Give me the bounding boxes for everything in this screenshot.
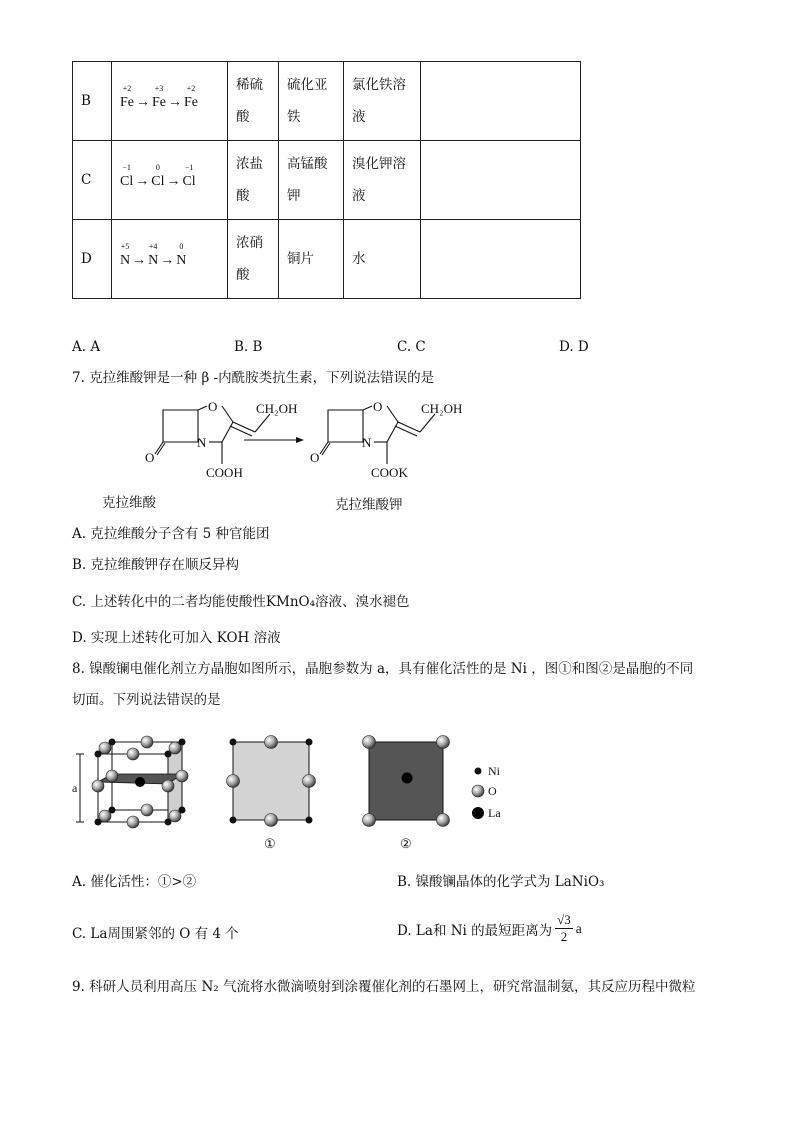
figure-1-label: ① [264, 837, 276, 852]
section-figure-1 [227, 736, 316, 853]
row-label: C [73, 141, 112, 220]
fraction [555, 912, 573, 945]
reagent-3: 氯化铁溶 液 [344, 62, 421, 141]
label-o-carbonyl: O [145, 450, 155, 465]
label-o-ring: O [208, 399, 218, 414]
empty-cell [421, 141, 581, 220]
oxidation-chain: +2 Fe → +3 Fe → +2 Fe [112, 62, 228, 141]
label-ch2oh-right: CH₂OH [421, 401, 463, 416]
q9-stem: 9. 科研人员利用高压 N₂ 气流将水微滴喷射到涂覆催化剂的石墨网上，研究常温制氨，其反应历程中微粒 [72, 979, 696, 995]
reagent-3: 溴化钾溶 液 [344, 141, 421, 220]
row-label: D [73, 220, 112, 299]
legend-ni-label: Ni [488, 764, 500, 778]
empty-cell [421, 62, 581, 141]
table-row [73, 220, 581, 299]
q7-option-b[interactable]: B. 克拉维酸钾存在顺反异构 [72, 557, 240, 573]
right-compound-name: 克拉维酸钾 [335, 497, 403, 513]
fraction-numerator: √3 [557, 912, 571, 927]
q8-option-b[interactable]: B. 镍酸镧晶体的化学式为 LaNiO₃ [397, 874, 605, 890]
unit-cell [72, 736, 188, 828]
reagent-1: 稀硫 酸 [228, 62, 279, 141]
legend-ni-marker [475, 768, 482, 775]
cell-parameter-label: a [72, 781, 78, 795]
q8-option-a[interactable]: A. 催化活性：①>② [72, 874, 197, 890]
oxidation-chain: −1 Cl → 0 Cl → −1 Cl [112, 141, 228, 220]
reagent-2: 硫化亚 铁 [279, 62, 344, 141]
q8-stem-line1: 8. 镍酸镧电催化剂立方晶胞如图所示，晶胞参数为 a，具有催化活性的是 Ni ，图①和图②是晶胞的不同 [72, 661, 694, 677]
q8-option-d-suffix: a [575, 920, 582, 936]
reagent-1: 浓盐 酸 [228, 141, 279, 220]
q6-option-b[interactable]: B. B [234, 339, 263, 355]
q7-option-a[interactable]: A. 克拉维酸分子含有 5 种官能团 [72, 526, 270, 542]
q8-option-d[interactable] [397, 912, 582, 945]
q8-option-c[interactable]: C. La周围紧邻的 O 有 4 个 [72, 926, 239, 942]
q6-option-a[interactable]: A. A [72, 339, 101, 355]
label-cook: COOK [371, 465, 408, 480]
label-cooh: COOH [206, 465, 243, 480]
q7-option-c[interactable]: C. 上述转化中的二者均能使酸性KMnO₄溶液、溴水褪色 [72, 594, 410, 610]
reagent-2: 铜片 [279, 220, 344, 299]
legend-o-label: O [488, 784, 497, 798]
label-ch2oh: CH₂OH [256, 401, 298, 416]
label-o-ring-right: O [373, 399, 383, 414]
oxidation-chain: +5 N → +4 N → 0 N [112, 220, 228, 299]
reagent-3: 水 [344, 220, 421, 299]
reaction-table [72, 61, 581, 299]
fraction-denominator: 2 [560, 929, 568, 944]
q8-stem-line2: 切面。下列说法错误的是 [72, 692, 221, 708]
empty-cell [421, 220, 581, 299]
row-label: B [73, 62, 112, 141]
q7-structures [70, 392, 490, 517]
section-figure-2 [363, 736, 450, 853]
left-compound-name: 克拉维酸 [102, 495, 156, 511]
legend-la-marker [472, 807, 484, 819]
q8-crystal-figures [70, 728, 520, 856]
label-o-carbonyl-right: O [310, 450, 320, 465]
la-atom [135, 777, 145, 787]
q8-option-d-text: D. La和 Ni 的最短距离为 [397, 922, 553, 939]
q7-option-d[interactable]: D. 实现上述转化可加入 KOH 溶液 [72, 630, 281, 646]
legend [472, 764, 501, 820]
figure-2-label: ② [400, 837, 412, 852]
label-n-right: N [362, 435, 372, 450]
reagent-1: 浓硝 酸 [228, 220, 279, 299]
q6-option-d[interactable]: D. D [559, 339, 589, 355]
beta-lactam-ring [163, 410, 198, 442]
legend-o-marker [472, 785, 484, 797]
table-row [73, 62, 581, 141]
bond-c-o [198, 406, 207, 410]
label-n: N [197, 435, 207, 450]
legend-la-label: La [488, 806, 501, 820]
table-row [73, 141, 581, 220]
exocyclic-double-bond [233, 422, 255, 432]
q6-option-c[interactable]: C. C [397, 339, 426, 355]
reagent-2: 高锰酸 钾 [279, 141, 344, 220]
q7-stem: 7. 克拉维酸钾是一种 β -内酰胺类抗生素，下列说法错误的是 [72, 370, 435, 386]
